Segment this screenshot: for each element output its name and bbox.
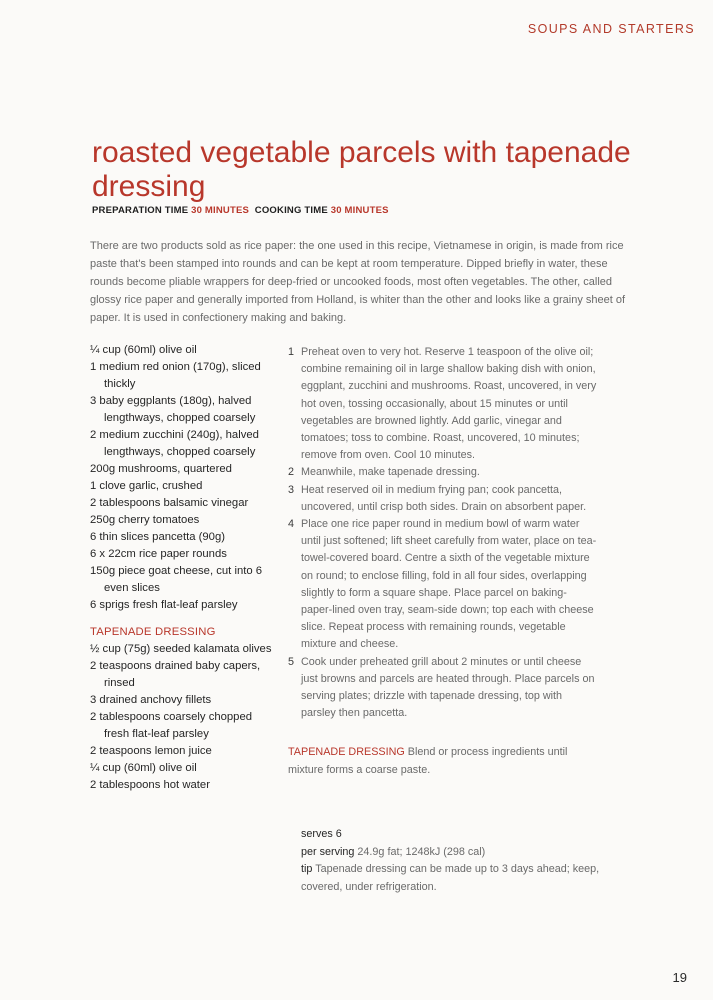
method-step (288, 654, 598, 723)
serving-info (301, 826, 601, 896)
tip-text: Tapenade dressing can be made up to 3 days ahead; keep, covered, under refrigeration. (301, 863, 600, 893)
tapenade-ingredient-item: 3 drained anchovy fillets (90, 694, 212, 706)
ingredients-column (90, 342, 280, 794)
step-number: 3 (288, 483, 295, 496)
tapenade-ingredient-item: 2 tablespoons coarsely chopped fresh flat-leaf parsley (90, 711, 253, 740)
ingredient-item: 6 sprigs fresh flat-leaf parsley (90, 599, 238, 611)
ingredient-item: 1 medium red onion (170g), sliced thickly (90, 361, 261, 390)
tapenade-ingredient-item: ¼ cup (60ml) olive oil (90, 762, 197, 774)
ingredient-item: 250g cherry tomatoes (90, 514, 200, 526)
ingredient-item: 6 thin slices pancetta (90g) (90, 531, 226, 543)
ingredient-item: 200g mushrooms, quartered (90, 463, 232, 475)
per-serving (301, 844, 601, 862)
recipe-timing (92, 205, 389, 216)
prep-time-label: PREPARATION TIME (92, 205, 189, 216)
per-serving-value: 24.9g fat; 1248kJ (298 cal) (357, 845, 486, 858)
page-number: 19 (672, 970, 687, 985)
recipe-intro: There are two products sold as rice paper: the one used in this recipe, Vietnamese in origin, is made from rice paste that's been stamped into rounds and can be kept at room temperature. Dipped briefly in water, these rounds become pliable wrappers for deep-fried or uncooked foods, most often vegetables. The other, called glossy rice paper and generally imported from Holland, is whiter than the other and looks like a grainy sheet of paper. It is used in confectionery making and baking. (90, 240, 626, 324)
step-text: Meanwhile, make tapenade dressing. (301, 466, 480, 479)
method-step (288, 482, 598, 516)
per-serving-label: per serving (301, 845, 355, 858)
tapenade-ingredient-item: 2 tablespoons hot water (90, 779, 210, 791)
tip (301, 861, 601, 896)
tip-label: tip (301, 863, 313, 875)
ingredient-item: 2 tablespoons balsamic vinegar (90, 497, 249, 509)
section-header: SOUPS AND STARTERS (527, 22, 695, 36)
tapenade-method-label: TAPENADE DRESSING (288, 746, 405, 759)
tapenade-method-text: Blend or process ingredients until mixture forms a coarse paste. (288, 746, 568, 776)
ingredient-item: 3 baby eggplants (180g), halved lengthways, chopped coarsely (90, 395, 256, 424)
step-text: Heat reserved oil in medium frying pan; cook pancetta, uncovered, until crisp both sides. Drain on absorbent paper. (301, 483, 587, 513)
ingredient-item: 6 x 22cm rice paper rounds (90, 548, 227, 560)
method-step (288, 516, 598, 654)
tapenade-ingredient-list (90, 641, 280, 794)
step-text: Place one rice paper round in medium bowl of warm water until just softened; lift sheet carefully from water, place on tea-towel-covered board. Centre a sixth of the vegetable mixture on round; to enclose filling, fold in all four sides, overlapping slightly to form a square shape. Place parcel on baking-paper-lined oven tray, seam-side down; top each with cheese slice. Repeat process with remaining rounds, vegetable mixture and cheese. (301, 518, 597, 651)
ingredient-item: 150g piece goat cheese, cut into 6 even slices (90, 565, 263, 594)
prep-time-value: 30 MINUTES (191, 205, 250, 216)
cook-time-value: 30 MINUTES (330, 205, 389, 216)
cook-time-label: COOKING TIME (254, 205, 328, 216)
ingredient-item: 2 medium zucchini (240g), halved lengthways, chopped coarsely (90, 429, 259, 458)
tapenade-heading: TAPENADE DRESSING (90, 626, 216, 638)
step-number: 4 (288, 518, 295, 531)
tapenade-ingredient-item: 2 teaspoons drained baby capers, rinsed (90, 660, 261, 689)
method-column (288, 344, 598, 790)
serves-count: serves 6 (301, 828, 342, 840)
tapenade-ingredient-item: 2 teaspoons lemon juice (90, 745, 212, 757)
method-step (288, 344, 598, 464)
step-number: 2 (288, 466, 295, 479)
ingredient-list (90, 342, 280, 614)
step-number: 1 (288, 346, 295, 358)
step-text: Cook under preheated grill about 2 minutes or until cheese just browns and parcels are heated through. Place parcels on serving plates; drizzle with tapenade dressing, top with parsley then pancetta. (301, 655, 595, 720)
tapenade-ingredient-item: ½ cup (75g) seeded kalamata olives (90, 643, 272, 655)
method-step (288, 464, 598, 481)
step-number: 5 (288, 655, 295, 668)
recipe-title: roasted vegetable parcels with tapenade dressing (92, 136, 631, 203)
ingredient-item: 1 clove garlic, crushed (90, 480, 203, 492)
ingredient-item: ¼ cup (60ml) olive oil (90, 344, 197, 356)
step-text: Preheat oven to very hot. Reserve 1 teaspoon of the olive oil; combine remaining oil in large shallow baking dish with onion, eggplant, zucchini and mushrooms. Roast, uncovered, in very hot oven, tossing occasionally, about 15 minutes or until vegetables are browned lightly. Add garlic, vinegar and tomatoes; toss to combine. Roast, uncovered, 10 minutes; remove from oven. Cool 10 minutes. (301, 346, 597, 462)
tapenade-method (288, 744, 598, 778)
